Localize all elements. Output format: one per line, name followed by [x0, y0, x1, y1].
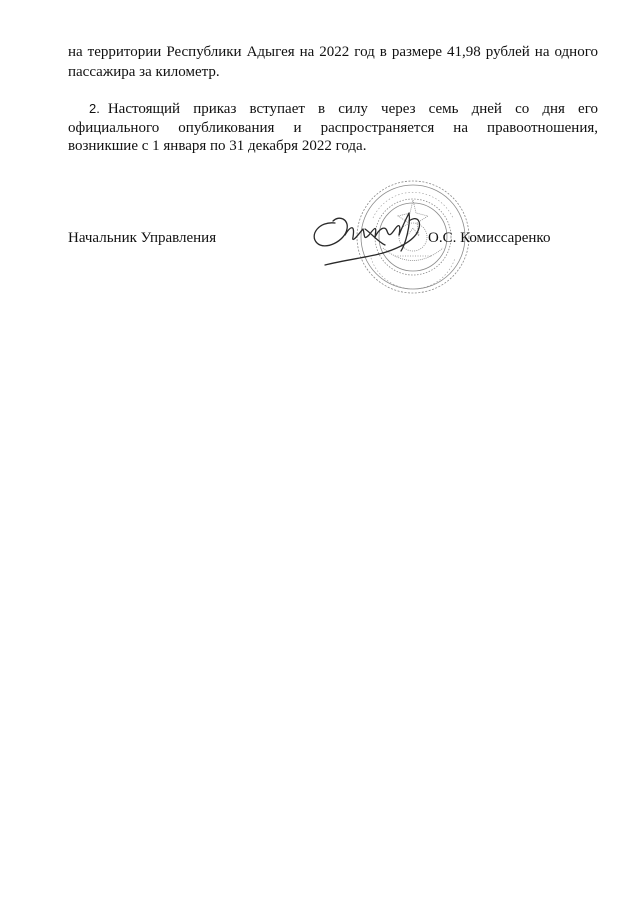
paragraph-2-number: 2.	[89, 101, 100, 116]
position-title: Начальник Управления	[68, 230, 217, 246]
handwritten-signature-icon	[305, 195, 445, 275]
paragraph-1-line-2: пассажира за километр.	[68, 64, 220, 80]
paragraph-2-line-1: Настоящий приказ вступает в силу через семь дней со дня его	[107, 101, 598, 117]
signer-name: О.С. Комиссаренко	[428, 230, 551, 246]
paragraph-1-line-1: на территории Республики Адыгея на 2022 год в размере 41,98 рублей на одного	[68, 44, 598, 60]
paragraph-2-line-3: возникшие с 1 января по 31 декабря 2022 года.	[68, 138, 367, 154]
paragraph-2-line-2: официального опубликования и распространяется на правоотношения,	[68, 120, 598, 136]
paragraph-2-first-line	[89, 100, 598, 118]
